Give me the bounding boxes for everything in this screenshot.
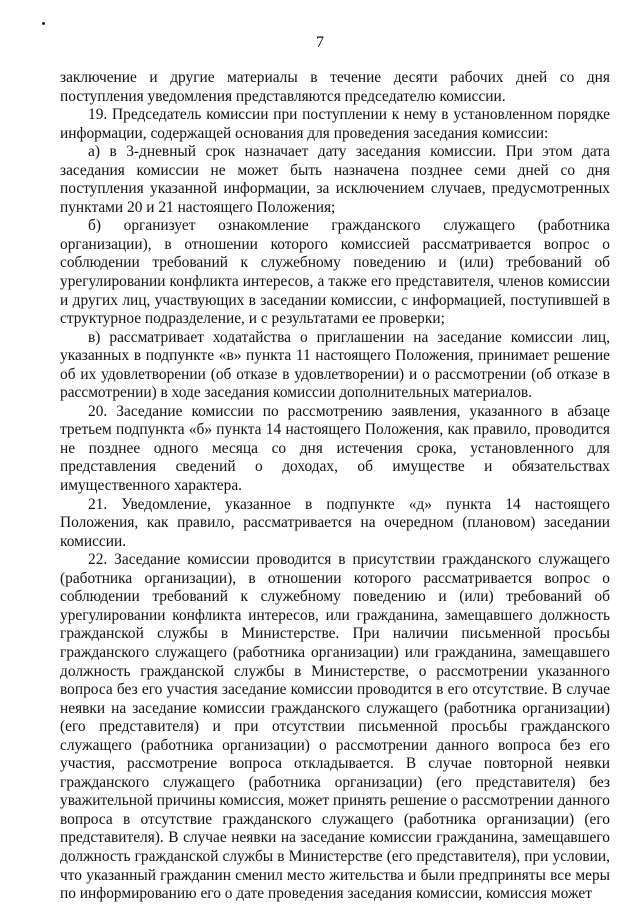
paragraph-item-19-a: а) в 3-дневный срок назначает дату заседания комиссии. При этом дата заседания комиссии не может быть назначена позднее семи дней со дня поступления указанной информации, за исключением случаев, предусмотренных пунктами 20 и 21 настоящего Положения; [60, 143, 610, 216]
document-body [60, 69, 610, 904]
paragraph-item-19-b: б) организует ознакомление гражданского служащего (работника организации), в отношении которого комиссией рассматривается вопрос о соблюдении требований к служебному поведению и (или) требований об урегулировании конфликта интересов, а также его представителя, членов комиссии и других лиц, участвующих в заседании комиссии, с информацией, поступившей в структурное подразделение, и с результатами ее проверки; [60, 217, 610, 328]
paragraph-item-19-v: в) рассматривает ходатайства о приглашении на заседание комиссии лиц, указанных в подпункте «в» пункта 11 настоящего Положения, принимает решение об их удовлетворении (об отказе в удовлетворении) и о рассмотрении (об отказе в рассмотрении) в ходе заседания комиссии дополнительных материалов. [60, 328, 610, 402]
paragraph-item-19: 19. Председатель комиссии при поступлении к нему в установленном порядке информации, содержащей основания для проведения заседания комиссии: [60, 106, 610, 142]
paragraph-item-20: 20. Заседание комиссии по рассмотрению заявления, указанного в абзаце третьем подпункта «б» пункта 14 настоящего Положения, как правило, проводится не позднее одного месяца со дня истечения срока, установленного для представления сведений о доходах, об имуществе и обязательствах имущественного характера. [60, 402, 610, 495]
paragraph-item-22: 22. Заседание комиссии проводится в присутствии гражданского служащего (работника организации), в отношении которого рассматривается вопрос о соблюдении требований к служебному поведению и (или) требований об урегулировании конфликта интересов, или гражданина, замещавшего должность гражданской службы в Министерстве. При наличии письменной просьбы гражданского служащего (работника организации) или гражданина, замещавшего должность гражданской службы в Министерстве, о рассмотрении указанного вопроса без его участия заседание комиссии проводится в его отсутствие. В случае неявки на заседание комиссии гражданского служащего (работника организации) (его представителя) и при отсутствии письменной просьбы гражданского служащего (работника организации) о рассмотрении данного вопроса без его участия, рассмотрение вопроса откладывается. В случае повторной неявки гражданского служащего (работника организации) (его представителя) без уважительной причины комиссия, может принять решение о рассмотрении данного вопроса в отсутствие гражданского служащего (работника организации) (его представителя). В случае неявки на заседание комиссии гражданина, замещавшего должность гражданской службы в Министерстве (его представителя), при условии, что указанный гражданин сменил место жительства и были предприняты все меры по информированию его о дате проведения заседания комиссии, комиссия может [60, 551, 610, 903]
paragraph-continuation: заключение и другие материалы в течение десяти рабочих дней со дня поступления уведомления представляются председателю комиссии. [60, 69, 610, 105]
page-number: 7 [316, 34, 324, 51]
scan-speck [42, 22, 45, 25]
paragraph-item-21: 21. Уведомление, указанное в подпункте «д» пункта 14 настоящего Положения, как правило, рассматривается на очередном (плановом) заседании комиссии. [60, 495, 610, 550]
